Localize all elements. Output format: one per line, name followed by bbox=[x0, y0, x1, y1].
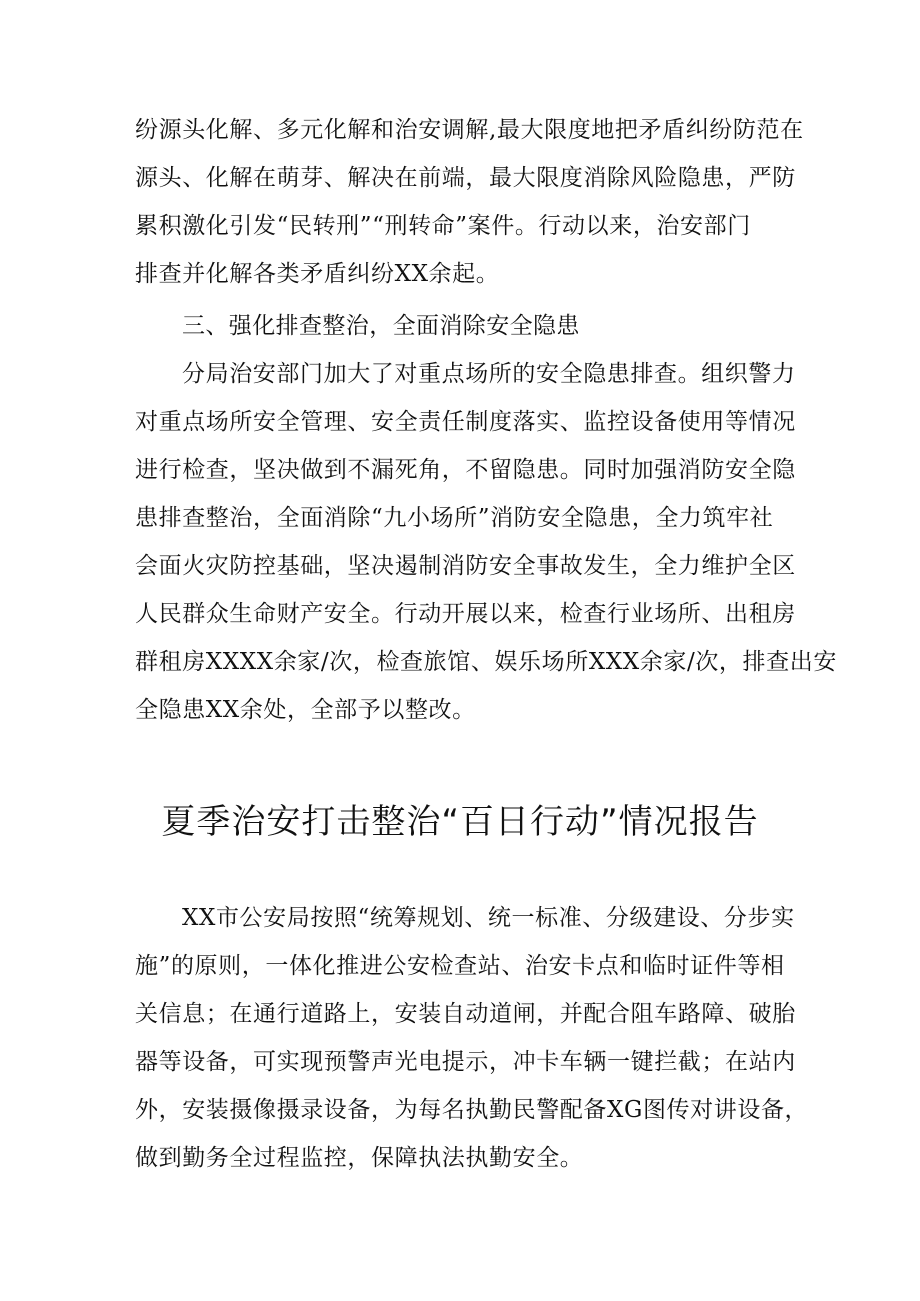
section-heading: 三、强化排查整治，全面消除安全隐患 bbox=[182, 313, 580, 339]
paragraph-line: 排查并化解各类矛盾纠纷XX余起。 bbox=[135, 261, 500, 287]
paragraph-line: 群租房XXXX余家/次，检查旅馆、娱乐场所XXX余家/次，排查出安 bbox=[135, 649, 837, 675]
paragraph-line: 分局治安部门加大了对重点场所的安全隐患排查。组织警力 bbox=[182, 361, 796, 387]
paragraph-line: 人民群众生命财产安全。行动开展以来，检查行业场所、出租房 bbox=[135, 601, 796, 627]
paragraph-line: 对重点场所安全管理、安全责任制度落实、监控设备使用等情况 bbox=[135, 409, 796, 435]
paragraph-line: 施”的原则，一体化推进公安检查站、治安卡点和临时证件等相 bbox=[135, 953, 785, 979]
document-title: 夏季治安打击整治“百日行动”情况报告 bbox=[161, 802, 759, 842]
paragraph-line: 关信息；在通行道路上，安装自动道闸，并配合阻车路障、破胎 bbox=[135, 1001, 796, 1027]
paragraph-line: 器等设备，可实现预警声光电提示，冲卡车辆一键拦截；在站内 bbox=[135, 1049, 796, 1075]
paragraph-line: 纷源头化解、多元化解和治安调解,最大限度地把矛盾纠纷防范在 bbox=[135, 117, 804, 143]
paragraph-line: 患排查整治，全面消除“九小场所”消防安全隐患，全力筑牢社 bbox=[135, 505, 774, 531]
paragraph-line: 会面火灾防控基础，坚决遏制消防安全事故发生，全力维护全区 bbox=[135, 553, 796, 579]
paragraph-line: 外，安装摄像摄录设备，为每名执勤民警配备XG图传对讲设备， bbox=[135, 1097, 809, 1123]
paragraph-line: 源头、化解在萌芽、解决在前端，最大限度消除风险隐患，严防 bbox=[135, 165, 796, 191]
paragraph-line: 累积激化引发“民转刑”“刑转命”案件。行动以来，治安部门 bbox=[135, 213, 751, 239]
paragraph-line: 全隐患XX余处，全部予以整改。 bbox=[135, 697, 476, 723]
paragraph-line: 做到勤务全过程监控，保障执法执勤安全。 bbox=[135, 1145, 584, 1171]
paragraph-line: XX市公安局按照“统筹规划、统一标准、分级建设、分步实 bbox=[182, 905, 795, 931]
paragraph-line: 进行检查，坚决做到不漏死角，不留隐患。同时加强消防安全隐 bbox=[135, 457, 796, 483]
